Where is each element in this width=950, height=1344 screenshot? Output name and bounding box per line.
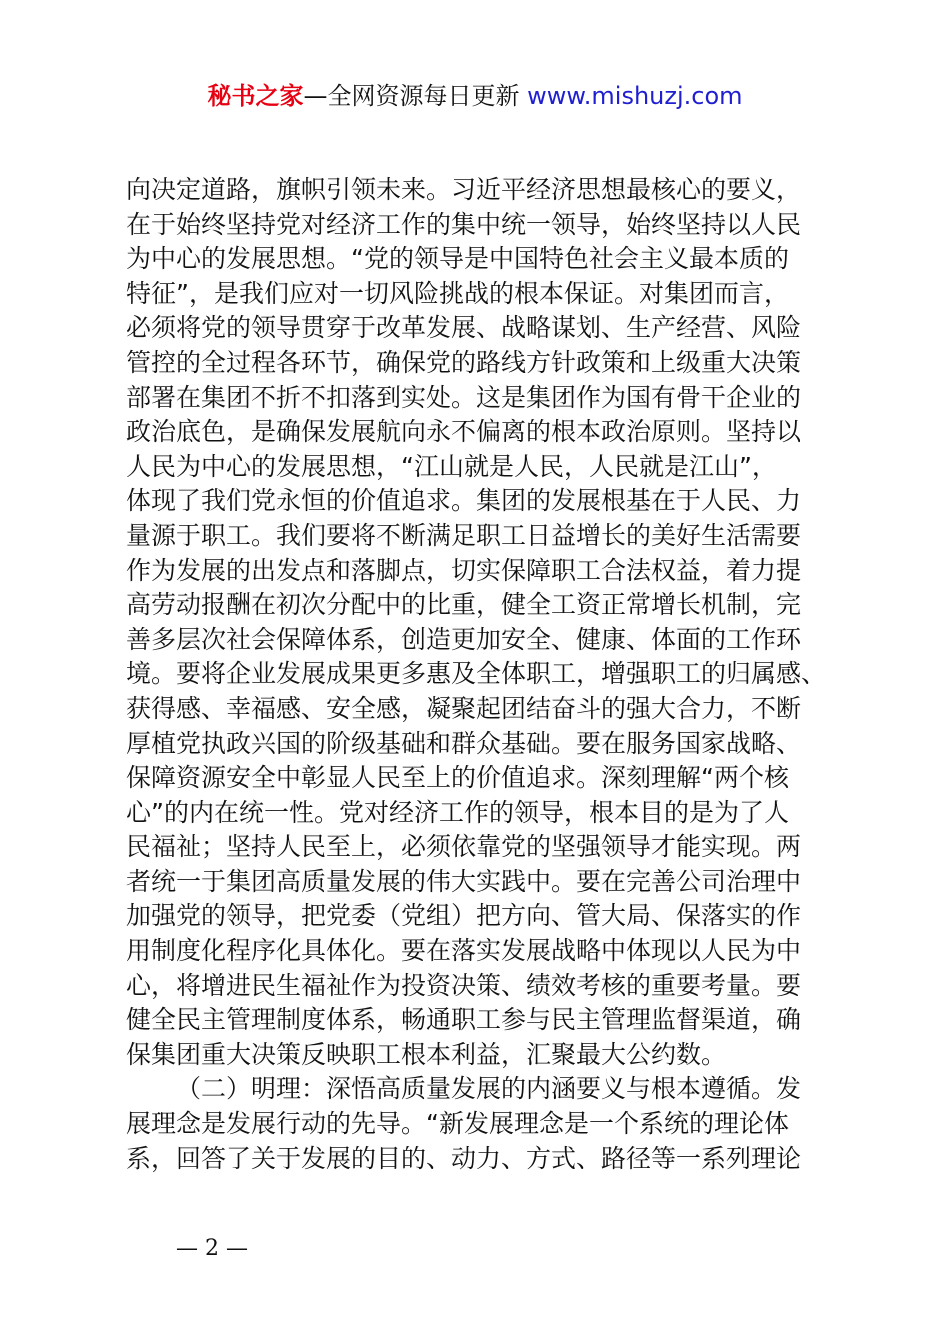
body-line: 高劳动报酬在初次分配中的比重，健全工资正常增长机制，完 — [126, 590, 802, 620]
body-line: 体现了我们党永恒的价值追求。集团的发展根基在于人民、力 — [126, 486, 802, 516]
body-line: 在于始终坚持党对经济工作的集中统一领导，始终坚持以人民 — [126, 209, 802, 239]
body-line: 保障资源安全中彰显人民至上的价值追求。深刻理解“两个核 — [126, 763, 789, 793]
section-heading-line: （二）明理：深悟高质量发展的内涵要义与根本遵循。发 — [176, 1074, 802, 1104]
header-tagline: —全网资源每日更新 — [303, 82, 528, 110]
site-url-link[interactable]: www.mishuzj.com — [527, 82, 743, 110]
body-line: 心，将增进民生福祉作为投资决策、绩效考核的重要考量。要 — [126, 970, 802, 1000]
body-line: 善多层次社会保障体系，创造更加安全、健康、体面的工作环 — [126, 624, 802, 654]
body-line: 量源于职工。我们要将不断满足职工日益增长的美好生活需要 — [126, 520, 802, 550]
body-line: 为中心的发展思想。“党的领导是中国特色社会主义最本质的 — [126, 244, 789, 274]
body-line: 加强党的领导，把党委（党组）把方向、管大局、保落实的作 — [126, 901, 802, 931]
page-number: — 2 — — [176, 1236, 248, 1261]
body-line: 厚植党执政兴国的阶级基础和群众基础。要在服务国家战略、 — [126, 728, 802, 758]
body-line: 用制度化程序化具体化。要在落实发展战略中体现以人民为中 — [126, 936, 802, 966]
body-line: 人民为中心的发展思想，“江山就是人民，人民就是江山”， — [126, 451, 777, 481]
body-line: 必须将党的领导贯穿于改革发展、战略谋划、生产经营、风险 — [126, 313, 802, 343]
site-header — [0, 78, 950, 114]
body-line: 政治底色，是确保发展航向永不偏离的根本政治原则。坚持以 — [126, 417, 802, 447]
document-body — [126, 173, 846, 1176]
body-line: 获得感、幸福感、安全感，凝聚起团结奋斗的强大合力，不断 — [126, 693, 802, 723]
body-line: 部署在集团不折不扣落到实处。这是集团作为国有骨干企业的 — [126, 382, 802, 412]
brand-name: 秘书之家 — [207, 82, 304, 110]
body-line: 特征”，是我们应对一切风险挑战的根本保证。对集团而言， — [126, 278, 789, 308]
body-line: 作为发展的出发点和落脚点，切实保障职工合法权益，着力提 — [126, 555, 802, 585]
body-line: 向决定道路，旗帜引领未来。习近平经济思想最核心的要义， — [126, 175, 802, 204]
body-line: 管控的全过程各环节，确保党的路线方针政策和上级重大决策 — [126, 347, 802, 377]
body-line: 心”的内在统一性。党对经济工作的领导，根本目的是为了人 — [126, 797, 789, 827]
body-line: 系，回答了关于发展的目的、动力、方式、路径等一系列理论 — [126, 1143, 802, 1173]
body-line: 境。要将企业发展成果更多惠及全体职工，增强职工的归属感、 — [126, 659, 827, 689]
body-line: 健全民主管理制度体系，畅通职工参与民主管理监督渠道，确 — [126, 1005, 802, 1035]
body-line: 保集团重大决策反映职工根本利益，汇聚最大公约数。 — [126, 1039, 727, 1069]
body-line: 民福祉；坚持人民至上，必须依靠党的坚强领导才能实现。两 — [126, 832, 802, 862]
body-line: 者统一于集团高质量发展的伟大实践中。要在完善公司治理中 — [126, 866, 802, 896]
body-line: 展理念是发展行动的先导。“新发展理念是一个系统的理论体 — [126, 1109, 789, 1139]
